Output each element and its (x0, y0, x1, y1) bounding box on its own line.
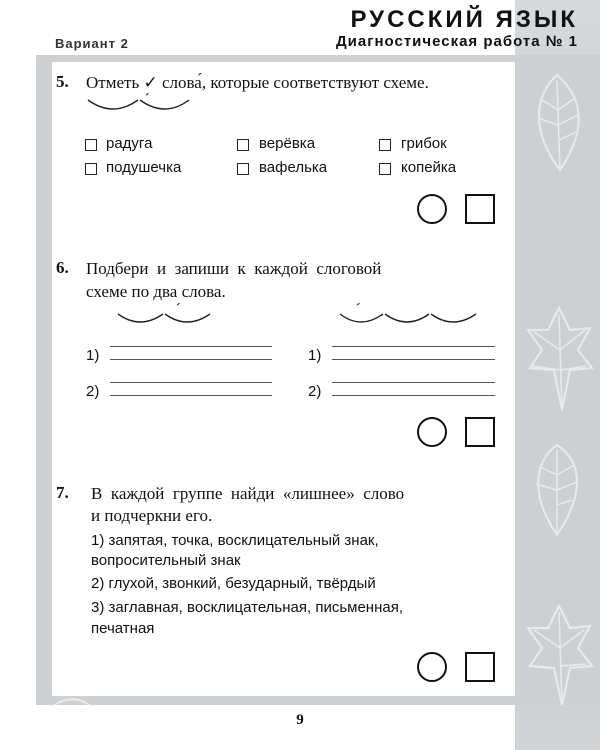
variant-label: Вариант 2 (55, 36, 129, 51)
subject-title: РУССКИЙ ЯЗЫК (350, 6, 578, 33)
syllable-scheme (86, 96, 191, 118)
work-title: Диагностическая работа № 1 (335, 33, 578, 50)
task-5-prompt-before: Отметь (86, 73, 140, 92)
answer-line[interactable] (332, 346, 495, 347)
option-checkbox[interactable] (85, 139, 97, 151)
option-checkbox[interactable] (237, 139, 249, 151)
task-6-prompt-line2: схеме по два слова. (86, 282, 226, 301)
task-6-prompt-line1: Подбери и запиши к каждой слоговой (86, 259, 382, 278)
answer-line[interactable] (110, 382, 272, 383)
task-6-number: 6. (56, 258, 69, 277)
score-square (465, 417, 495, 447)
option-checkbox[interactable] (85, 163, 97, 175)
score-square (465, 652, 495, 682)
answer-label: 2) (308, 383, 322, 400)
answer-line[interactable] (332, 395, 495, 396)
option-label: грибок (401, 135, 447, 152)
option-label: радуга (106, 135, 153, 152)
word-group-1-line1: 1) запятая, точка, восклицательный знак, (91, 532, 379, 549)
word-group-2: 2) глухой, звонкий, безударный, твёрдый (91, 575, 376, 592)
score-circle (417, 652, 447, 682)
task-5-prompt-after: слова́, которые соответствуют схеме. (161, 73, 429, 92)
answer-label: 1) (86, 347, 100, 364)
option-label: верёвка (259, 135, 316, 152)
option-checkbox[interactable] (379, 139, 391, 151)
check-mark-icon: ✓ (143, 73, 158, 93)
answer-line[interactable] (332, 359, 495, 360)
answer-label: 1) (308, 347, 322, 364)
answer-line[interactable] (110, 395, 272, 396)
leaf-decoration-icon (522, 440, 592, 540)
stress-mark: ´ (176, 302, 182, 319)
task-7-number: 7. (56, 483, 69, 502)
stress-mark: ´ (356, 302, 362, 319)
task-5-prompt (86, 71, 429, 95)
option-checkbox[interactable] (237, 163, 249, 175)
option-label: копейка (401, 159, 457, 176)
option-label: подушечка (106, 159, 182, 176)
option-checkbox[interactable] (379, 163, 391, 175)
option-label: вафелька (259, 159, 328, 176)
score-circle (417, 194, 447, 224)
score-circle (417, 417, 447, 447)
task-7-prompt-line1: В каждой группе найди «лишнее» слово (91, 484, 405, 503)
syllable-scheme-left (116, 310, 212, 330)
word-group-1-line2: вопросительный знак (91, 552, 241, 569)
leaf-decoration-icon (522, 600, 597, 710)
answer-line[interactable] (332, 382, 495, 383)
word-group-3-line2: печатная (91, 620, 155, 637)
word-group-3-line1: 3) заглавная, восклицательная, письменная, (91, 599, 403, 616)
task-7-prompt-line2: и подчеркни его. (91, 506, 213, 525)
stress-mark: ´ (145, 92, 151, 109)
leaf-decoration-icon (520, 70, 595, 180)
page-number: 9 (296, 712, 304, 728)
answer-label: 2) (86, 383, 100, 400)
task-5-number: 5. (56, 72, 69, 91)
leaf-decoration-icon (520, 300, 598, 420)
score-square (465, 194, 495, 224)
answer-line[interactable] (110, 346, 272, 347)
answer-line[interactable] (110, 359, 272, 360)
